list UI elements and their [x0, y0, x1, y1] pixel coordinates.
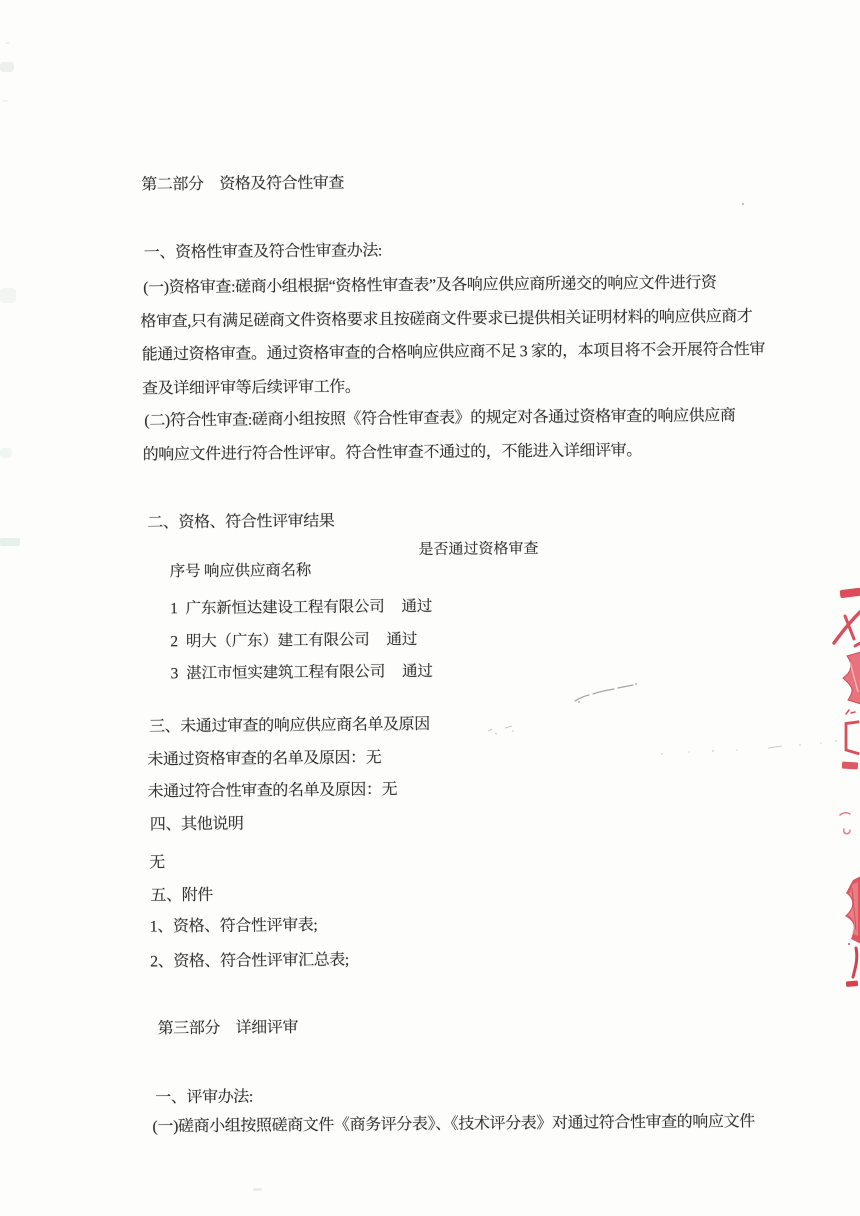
- failed-list-heading: 三、未通过审查的响应供应商名单及原因: [148, 716, 430, 736]
- table-header-left: 序号 响应供应商名称: [169, 562, 312, 581]
- attachment-item: 2、资格、符合性评审汇总表;: [150, 951, 350, 971]
- qualification-paragraph-line: 查及详细评审等后续评审工作。: [142, 378, 361, 398]
- qualification-paragraph-line: 格审查,只有满足磋商文件资格要求且按磋商文件要求已提供相关证明材料的响应供应商才: [140, 308, 753, 331]
- other-notes-heading: 四、其他说明: [149, 815, 244, 834]
- supplier-row: [148, 643, 433, 704]
- row-number: 2: [170, 633, 178, 651]
- row-number: 1: [169, 600, 178, 618]
- evaluation-method-line: (一)磋商小组按照磋商文件《商务评分表》、《技术评分表》对通过符合性审查的响应文件: [152, 1113, 755, 1136]
- row-number: 3: [170, 665, 179, 683]
- part2-title: 第二部分 资格及符合性审查: [141, 174, 345, 194]
- qualification-paragraph-line: 能通过资格审查。通过资格审查的合格响应供应商不足 3 家的，本项目将不会开展符合性审: [141, 341, 766, 364]
- failed-compliance-line: 未通过符合性审查的名单及原因：无: [147, 781, 398, 801]
- supplier-name: 广东新恒达建设工程有限公司: [185, 598, 385, 618]
- failed-qualification-line: 未通过资格审查的名单及原因：无: [147, 749, 382, 769]
- table-header-right: 是否通过资格审查: [418, 541, 539, 559]
- review-result: 通过: [402, 663, 433, 681]
- qualification-method-heading: 一、资格性审查及符合性审查办法:: [143, 242, 383, 262]
- qualification-paragraph-line: (一)资格审查:磋商小组根据“资格性审查表”及各响应供应商所递交的响应文件进行资: [143, 274, 717, 297]
- attachments-heading: 五、附件: [150, 886, 213, 905]
- supplier-name: 湛江市恒实建筑工程有限公司: [186, 663, 386, 683]
- compliance-paragraph-line: (二)符合性审查:磋商小组按照《符合性审查表》的规定对各通过资格审查的响应供应商: [144, 407, 736, 430]
- compliance-paragraph-line: 的响应文件进行符合性评审。符合性审查不通过的，不能进入详细评审。: [142, 442, 642, 464]
- other-notes-value: 无: [149, 854, 165, 872]
- review-result-heading: 二、资格、符合性评审结果: [147, 512, 335, 532]
- review-result: 通过: [401, 598, 433, 616]
- review-result: 通过: [386, 631, 418, 649]
- supplier-name: 明大（广东）建工有限公司: [185, 631, 370, 651]
- evaluation-method-heading: 一、评审办法:: [155, 1088, 253, 1107]
- attachment-item: 1、资格、符合性评审表;: [149, 916, 318, 936]
- part3-title: 第三部分 详细评审: [157, 1019, 299, 1038]
